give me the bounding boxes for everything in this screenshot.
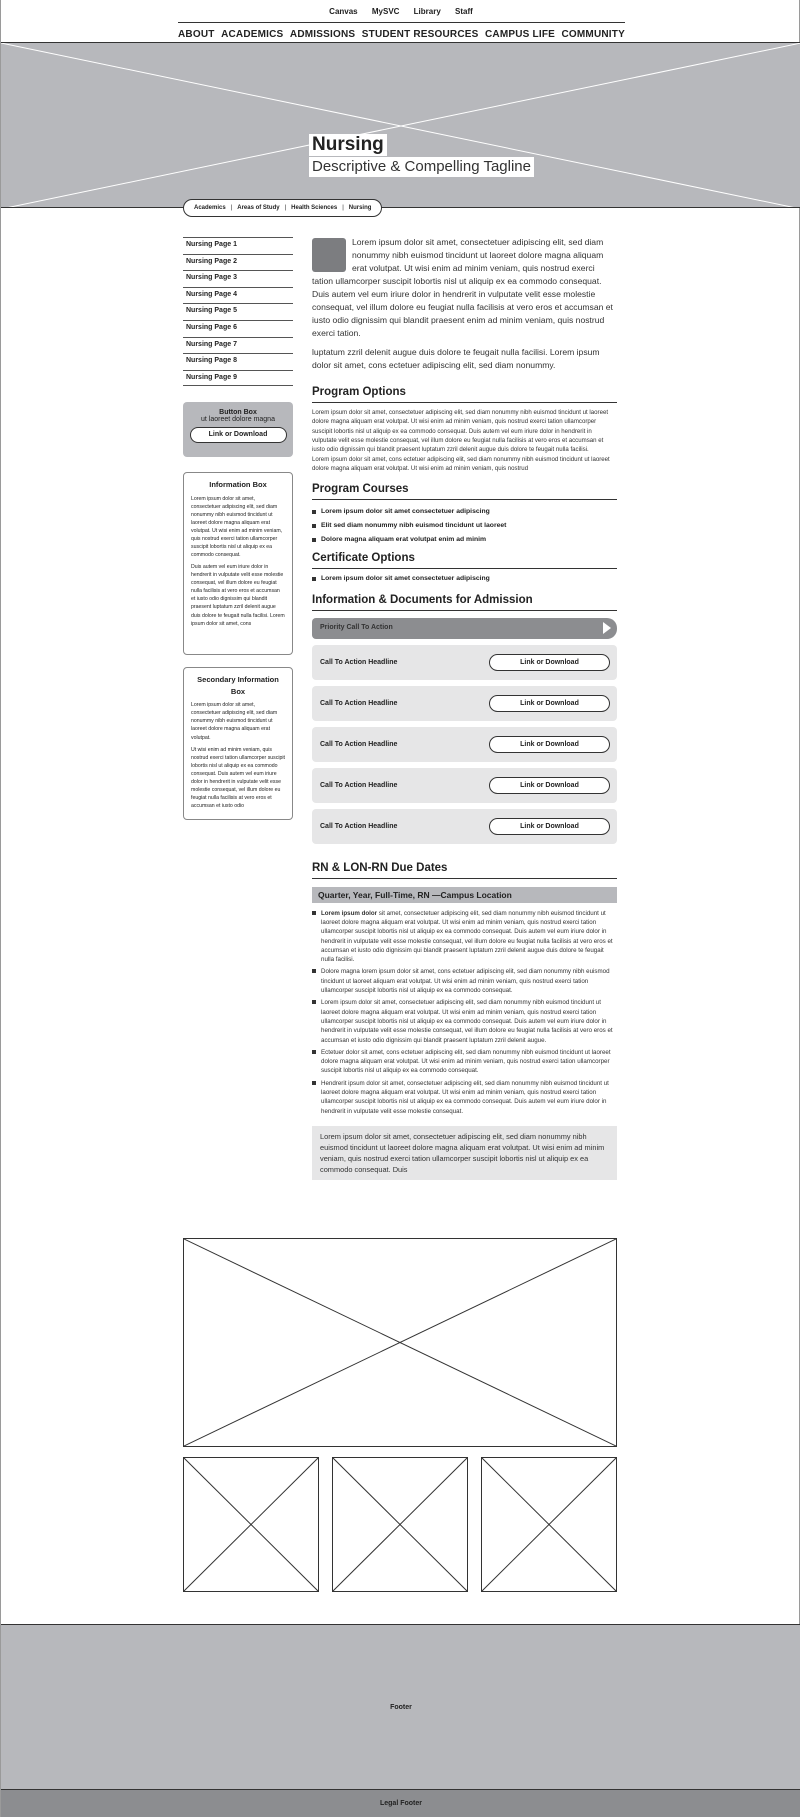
due-dates-heading: RN & LON-RN Due Dates — [312, 862, 617, 879]
certificate-options-section — [312, 552, 617, 582]
nav-about[interactable]: ABOUT — [178, 29, 215, 40]
sidebar-item-nursing-page-2[interactable]: Nursing Page 2 — [183, 254, 293, 271]
cta-headline: Call To Action Headline — [320, 699, 398, 707]
nav-academics[interactable]: ACADEMICS — [221, 29, 284, 40]
list-item: Lorem ipsum dolor sit amet, consectetuer adipiscing elit, sed diam nonummy nibh euismod tincidunt ut laoreet dolore magna aliquam erat volutpat. Ut wisi enim ad minim veniam, quis nostrud exerci tation ullamcorper suscipit lobortis nisl ut aliquip ex ea commodo consequat. Duis autem vel eum iriure dolor in hendrerit in vulputate velit esse molestie consequat, vel illum dolore eu feugiat nulla facilisis at vero eros et accumsan et iusto odio dignissim qui blandit praesent luptatum zzril delenit augue. — [312, 998, 617, 1044]
nav-student-resources[interactable]: STUDENT RESOURCES — [361, 29, 479, 40]
cta-row — [312, 768, 617, 803]
cta-headline: Call To Action Headline — [320, 822, 398, 830]
hero-banner — [1, 42, 800, 208]
program-options-heading: Program Options — [312, 386, 617, 403]
due-dates-section — [312, 862, 617, 1181]
cta-link-button[interactable]: Link or Download — [489, 736, 610, 753]
image-placeholder-large — [183, 1238, 617, 1447]
list-item: Dolore magna aliquam erat volutpat enim ad minim — [312, 536, 617, 543]
information-box — [183, 472, 293, 655]
admission-heading: Information & Documents for Admission — [312, 594, 617, 611]
sidebar-item-nursing-page-7[interactable]: Nursing Page 7 — [183, 337, 293, 354]
cta-headline: Call To Action Headline — [320, 658, 398, 666]
cta-link-button[interactable]: Link or Download — [489, 695, 610, 712]
program-options-text: Lorem ipsum dolor sit amet, cons ectetuer adipiscing elit, sed diam nonummy nibh euismod tincidunt ut laoreet dolore magna aliquam erat volutpat. Ut wisi enim ad minim veniam, quis nostrud — [312, 455, 610, 473]
button-box-link-button[interactable]: Link or Download — [190, 427, 287, 443]
image-placeholder-small — [183, 1457, 319, 1592]
breadcrumb-academics[interactable]: Academics — [194, 205, 226, 211]
information-box-text: Duis autem vel eum iriure dolor in hendrerit in vulputate velit esse molestie consequat, vel illum dolore eu feugiat nulla facilisis at vero eros et accumsan et iusto odio dignissim qui blandit praesent luptatum zzril delenit augue duis dolore te feugait nulla facilisi. Lorem ipsum dolor sit amet, cons — [191, 564, 285, 627]
cta-row — [312, 809, 617, 844]
priority-cta-label: Priority Call To Action — [320, 623, 393, 631]
due-dates-note: Lorem ipsum dolor sit amet, consectetuer adipiscing elit, sed diam nonummy nibh euismod tincidunt ut laoreet dolore magna aliquam erat volutpat. Ut wisi enim ad minim veniam, quis nostrud exerci tation ullamcorper suscipit lobortis nisl ut aliquip ex ea commodo consequat. Duis — [312, 1126, 617, 1180]
certificate-options-heading: Certificate Options — [312, 552, 617, 569]
nav-community[interactable]: COMMUNITY — [561, 29, 625, 40]
play-arrow-icon — [603, 622, 611, 634]
cta-link-button[interactable]: Link or Download — [489, 777, 610, 794]
breadcrumb-nursing: Nursing — [348, 205, 372, 211]
hero-image-placeholder — [1, 43, 800, 208]
image-placeholder-small — [481, 1457, 617, 1592]
list-item: Ectetuer dolor sit amet, cons ectetuer adipiscing elit, sed diam nonummy nibh euismod tincidunt ut laoreet dolore magna aliquam erat volutpat. Ut wisi enim ad minim veniam, quis nostrud exerci tation ullamcorper suscipit lobortis nisl ut aliquip ex ea commodo consequat. — [312, 1048, 617, 1076]
secondary-box-text: Lorem ipsum dolor sit amet, consectetuer adipiscing elit, sed diam nonummy nibh euismod tincidunt ut laoreet dolore magna aliquam erat volutpat. — [191, 702, 278, 741]
footer: Footer — [1, 1624, 800, 1789]
program-courses-section — [312, 483, 617, 543]
utility-link-mysvc[interactable]: MySVC — [371, 7, 400, 16]
program-options-text: Lorem ipsum dolor sit amet, consectetuer adipiscing elit, sed diam nonummy nibh euismod tincidunt ut laoreet dolore magna aliquam erat volutpat. Ut wisi enim ad minim veniam, quis nostrud exerci tation ullamcorper suscipit lobortis nisl ut aliquip ex ea commodo consequat. Duis autem vel eum iriure dolor in hendrerit in vulputate velit esse molestie consequat, vel illum dolore eu feugiat nulla facilisis at vero eros et accumsan et iusto odio dignissim qui blandit praesent luptatum zzril delenit augue duis dolore te feugait nulla facilisi. — [312, 408, 609, 454]
sidebar-item-nursing-page-1[interactable]: Nursing Page 1 — [183, 237, 293, 254]
sidebar-item-nursing-page-3[interactable]: Nursing Page 3 — [183, 270, 293, 287]
utility-bar — [1, 7, 800, 16]
section-nav — [183, 237, 293, 386]
breadcrumb-health-sciences[interactable]: Health Sciences — [291, 205, 338, 211]
utility-link-canvas[interactable]: Canvas — [329, 7, 358, 16]
list-item: Elit sed diam nonummy nibh euismod tincidunt ut laoreet — [312, 522, 617, 529]
due-dates-subhead: Quarter, Year, Full-Time, RN —Campus Location — [312, 887, 617, 903]
list-item: Lorem ipsum dolor sit amet consectetuer adipiscing — [312, 508, 617, 515]
program-courses-heading: Program Courses — [312, 483, 617, 500]
breadcrumb: Academics | Areas of Study | Health Sciences | Nursing — [183, 199, 382, 217]
list-item-lead: Lorem ipsum dolor — [321, 909, 378, 917]
intro-text: luptatum zzril delenit augue duis dolore te feugait nulla facilisi. Lorem ipsum dolor sit amet, cons ectetuer adipiscing elit, sed diam nonummy. — [312, 346, 600, 370]
cta-link-button[interactable]: Link or Download — [489, 654, 610, 671]
list-item: Dolore magna lorem ipsum dolor sit amet, cons ectetuer adipiscing elit, sed diam nonummy nibh euismod tincidunt ut laoreet aliquam erat volutpat. Ut wisi enim ad minim veniam, quis nostrud exerci tation ullamcorper suscipit lobortis nisl ut aliquip ex ea commodo consequat. — [312, 967, 617, 995]
page-tagline: Descriptive & Compelling Tagline — [309, 157, 534, 177]
sidebar-item-nursing-page-8[interactable]: Nursing Page 8 — [183, 353, 293, 370]
utility-link-library[interactable]: Library — [413, 7, 441, 16]
list-item: Lorem ipsum dolor sit amet consectetuer adipiscing — [312, 575, 617, 582]
page-title: Nursing — [309, 134, 387, 156]
list-item: Hendrerit ipsum dolor sit amet, consectetuer adipiscing elit, sed diam nonummy nibh euismod tincidunt ut laoreet dolore magna aliquam erat volutpat. Ut wisi enim ad minim veniam, quis nostrud exerci tation ullamcorper suscipit lobortis nisl ut aliquip ex ea commodo consequat. Duis autem vel eum iriure dolor in hendrerit in vulputate velit esse molestie consequat. — [312, 1079, 617, 1116]
cta-headline: Call To Action Headline — [320, 740, 398, 748]
intro — [312, 236, 617, 372]
button-box — [183, 402, 293, 457]
cta-headline: Call To Action Headline — [320, 781, 398, 789]
cta-row — [312, 645, 617, 680]
cta-row — [312, 686, 617, 721]
intro-thumbnail — [312, 238, 346, 272]
priority-cta-button[interactable] — [312, 618, 617, 639]
sidebar-item-nursing-page-5[interactable]: Nursing Page 5 — [183, 303, 293, 320]
secondary-box-title: Secondary Information Box — [197, 675, 279, 696]
sidebar-item-nursing-page-4[interactable]: Nursing Page 4 — [183, 287, 293, 304]
nav-admissions[interactable]: ADMISSIONS — [289, 29, 356, 40]
admission-section — [312, 594, 617, 844]
legal-footer: Legal Footer — [1, 1789, 800, 1817]
secondary-information-box — [183, 667, 293, 820]
nav-campus-life[interactable]: CAMPUS LIFE — [485, 29, 555, 40]
list-item — [312, 909, 617, 965]
information-box-title: Information Box — [209, 480, 267, 489]
button-box-subtitle: ut laoreet dolore magna — [201, 416, 275, 423]
cta-link-button[interactable]: Link or Download — [489, 818, 610, 835]
secondary-box-text: Ut wisi enim ad minim veniam, quis nostrud exerci tation ullamcorper suscipit lobortis nisl ut aliquip ex ea commodo consequat. Duis autem vel eum iriure dolor in hendrerit in vulputate velit esse molestie consequat, vel illum dolore eu feugiat nulla facilisis at vero eros et accumsan et iusto odio — [191, 746, 285, 809]
program-options-section — [312, 386, 617, 474]
button-box-title: Button Box — [219, 409, 257, 416]
main-nav — [178, 22, 625, 40]
cta-row — [312, 727, 617, 762]
breadcrumb-areas-of-study[interactable]: Areas of Study — [237, 205, 280, 211]
main-content — [312, 236, 617, 1180]
list-item-text: sit amet, consectetuer adipiscing elit, sed diam nonummy nibh euismod tincidunt ut laoreet dolore magna aliquam erat volutpat. Ut wisi enim ad minim veniam, quis nostrud exerci tation ullamcorper suscipit lobortis nisl ut aliquip ex ea commodo consequat. Duis autem vel eum iriure dolor in hendrerit in vulputate velit esse molestie consequat, vel illum dolore eu feugiat nulla facilisis at vero eros et accumsan et iusto odio dignissim qui blandit praesent luptatum zzril delenit augue duis dolore te feugait nulla facilisi. — [321, 909, 613, 964]
utility-link-staff[interactable]: Staff — [455, 7, 473, 16]
information-box-text: Lorem ipsum dolor sit amet, consectetuer adipiscing elit, sed diam nonummy nibh euismod tincidunt ut laoreet dolore magna aliquam erat volutpat. Ut wisi enim ad minim veniam, quis nostrud exerci tation ullamcorper suscipit lobortis nisl ut aliquip ex ea commodo consequat. — [191, 495, 283, 559]
sidebar-item-nursing-page-6[interactable]: Nursing Page 6 — [183, 320, 293, 337]
image-placeholder-small — [332, 1457, 468, 1592]
intro-text: Lorem ipsum dolor sit amet, consectetuer adipiscing elit, sed diam nonummy nibh euismod tincidunt ut laoreet dolore magna aliquam erat volutpat. Ut wisi enim ad minim veniam, quis nostrud exerci tation ullamcorper suscipit lobortis nisl ut aliquip ex ea commodo consequat. Duis autem vel eum iriure dolor in hendrerit in vulputate velit esse molestie consequat, vel illum dolore eu feugiat nulla facilisis at vero eros et accumsan et iusto odio dignissim qui blandit praesent enim ad minim veniam, quis nostrud exerci tation. — [312, 237, 613, 339]
sidebar-item-nursing-page-9[interactable]: Nursing Page 9 — [183, 370, 293, 387]
